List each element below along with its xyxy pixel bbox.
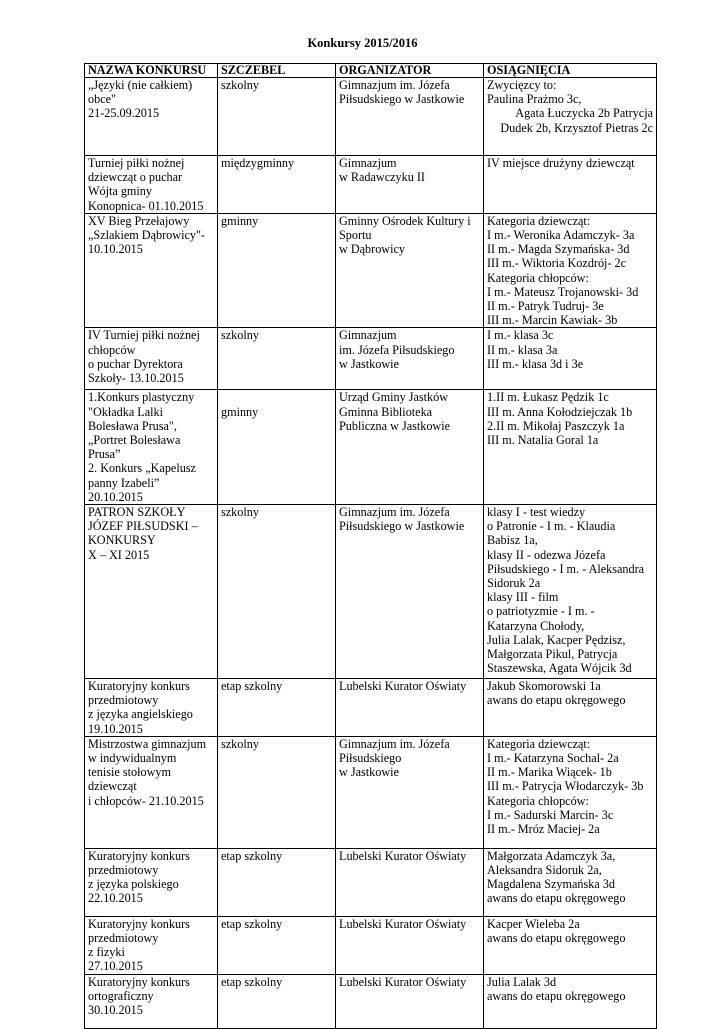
cell-line: Szkoły- 13.10.2015 bbox=[88, 371, 184, 386]
organizer-cell bbox=[336, 974, 484, 1028]
cell-line: obce" bbox=[88, 92, 116, 107]
cell-line: Katarzyna Chołody, bbox=[487, 618, 585, 633]
cell-line: IV miejsce drużyny dziewcząt bbox=[487, 156, 635, 170]
cell-line: Paulina Prażmo 3c, bbox=[487, 92, 582, 107]
cell-line: Kuratoryjny konkurs bbox=[88, 916, 190, 931]
cell-line: Kuratoryjny konkurs bbox=[88, 679, 190, 694]
organizer-cell bbox=[336, 78, 484, 156]
cell-line: szkolny bbox=[221, 736, 259, 751]
organizer-cell bbox=[336, 916, 484, 974]
achievements-cell bbox=[484, 213, 657, 328]
cell-line: klasy II - odezwa Józefa bbox=[487, 547, 606, 562]
cell-line: etap szkolny bbox=[221, 974, 283, 989]
cell-line: awans do etapu okręgowego bbox=[487, 891, 626, 906]
cell-line: awans do etapu okręgowego bbox=[487, 931, 626, 946]
cell-line: w Dąbrowicy bbox=[339, 242, 405, 257]
cell-line: III m.- Patrycja Włodarczyk- 3b bbox=[487, 779, 644, 794]
cell-line: 1.Konkurs plastyczny bbox=[88, 390, 195, 405]
achievements-cell bbox=[484, 328, 657, 390]
cell-line: klasy I - test wiedzy bbox=[487, 505, 586, 520]
cell-line: I m.- Weronika Adamczyk- 3a bbox=[487, 228, 635, 243]
cell-line: 19.10.2015 bbox=[88, 721, 143, 736]
organizer-cell bbox=[336, 679, 484, 737]
cell-line: Konopnica- 01.10.2015 bbox=[88, 198, 204, 213]
cell-line: Piłsudskiego w Jastkowie bbox=[339, 92, 465, 107]
header-level: SZCZEBEL bbox=[218, 64, 336, 78]
table-row bbox=[85, 736, 657, 848]
cell-line: Aleksandra Sidoruk 2a, bbox=[487, 863, 602, 878]
organizer-cell bbox=[336, 848, 484, 916]
cell-line: "Okładka Lalki bbox=[88, 404, 164, 419]
cell-line: szkolny bbox=[221, 78, 259, 92]
cell-line: awans do etapu okręgowego bbox=[487, 988, 626, 1003]
cell-line: z języka angielskiego bbox=[88, 707, 193, 722]
cell-line: II m.- Magda Szymańska- 3d bbox=[487, 242, 630, 257]
achievements-cell bbox=[484, 736, 657, 848]
organizer-cell bbox=[336, 505, 484, 679]
contest-name-cell bbox=[85, 328, 218, 390]
cell-line: I m.- klasa 3c bbox=[487, 328, 554, 343]
achievements-cell bbox=[484, 390, 657, 505]
cell-line: Magdalena Szymańska 3d bbox=[487, 877, 615, 892]
cell-line: III m.- klasa 3d i 3e bbox=[487, 356, 584, 371]
contest-name-cell bbox=[85, 974, 218, 1028]
cell-line: 10.10.2015 bbox=[88, 242, 143, 257]
cell-line: Lubelski Kurator Oświaty bbox=[339, 679, 467, 694]
cell-line: 2. Konkurs „Kapelusz bbox=[88, 461, 196, 476]
cell-line: etap szkolny bbox=[221, 916, 283, 931]
cell-line: Jakub Skomorowski 1a bbox=[487, 679, 601, 694]
level-cell bbox=[218, 213, 336, 328]
cell-line: IV Turniej piłki nożnej bbox=[88, 328, 200, 343]
cell-line: z fizyki bbox=[88, 945, 125, 960]
table-row bbox=[85, 328, 657, 390]
cell-line: X – XI 2015 bbox=[88, 547, 150, 562]
organizer-cell bbox=[336, 328, 484, 390]
table-row bbox=[85, 78, 657, 156]
cell-line: XV Bieg Przełajowy bbox=[88, 213, 190, 228]
organizer-cell bbox=[336, 390, 484, 505]
table-row bbox=[85, 213, 657, 328]
cell-line: przedmiotowy bbox=[88, 863, 159, 878]
organizer-cell bbox=[336, 736, 484, 848]
header-organizer: ORGANIZATOR bbox=[336, 64, 484, 78]
cell-line: Turniej piłki nożnej bbox=[88, 156, 185, 170]
cell-line: etap szkolny bbox=[221, 848, 283, 863]
cell-line: etap szkolny bbox=[221, 679, 283, 694]
cell-line: II m.- Patryk Tudruj- 3e bbox=[487, 299, 604, 314]
cell-line: międzygminny bbox=[221, 156, 295, 170]
cell-line: „Szlakiem Dąbrowicy"- bbox=[88, 228, 205, 243]
level-cell bbox=[218, 328, 336, 390]
contest-name-cell bbox=[85, 505, 218, 679]
cell-line: gminny bbox=[221, 213, 259, 228]
cell-line: III m. Anna Kołodziejczak 1b bbox=[487, 404, 633, 419]
cell-line: I m.- Sadurski Marcin- 3c bbox=[487, 807, 614, 822]
cell-line: o Patronie - I m. - Klaudia bbox=[487, 519, 616, 534]
cell-line: Gimnazjum bbox=[339, 328, 397, 343]
cell-line: III m.- Marcin Kawiak- 3b bbox=[487, 313, 618, 328]
cell-line: Staszewska, Agata Wójcik 3d bbox=[487, 661, 632, 676]
cell-line: klasy III - film bbox=[487, 590, 559, 605]
cell-line: 21-25.09.2015 bbox=[88, 106, 160, 121]
table-row bbox=[85, 916, 657, 974]
cell-line: chłopców bbox=[88, 342, 136, 357]
header-achievements: OSIĄGNIĘCIA bbox=[484, 64, 657, 78]
contest-name-cell bbox=[85, 390, 218, 505]
contest-name-cell bbox=[85, 213, 218, 328]
level-cell bbox=[218, 505, 336, 679]
cell-line: w Radawczyku II bbox=[339, 170, 425, 185]
contest-name-cell bbox=[85, 916, 218, 974]
cell-line: 22.10.2015 bbox=[88, 891, 143, 906]
cell-line: Lubelski Kurator Oświaty bbox=[339, 974, 467, 989]
cell-line: Małgorzata Pikul, Patrycja bbox=[487, 647, 618, 662]
achievements-cell bbox=[484, 848, 657, 916]
table-header-row bbox=[85, 64, 657, 78]
level-cell bbox=[218, 679, 336, 737]
cell-line: „Języki (nie całkiem) bbox=[88, 78, 193, 92]
cell-line bbox=[221, 390, 332, 404]
cell-line: w Jastkowie bbox=[339, 765, 399, 780]
table-row bbox=[85, 505, 657, 679]
cell-line: I m.- Katarzyna Sochal- 2a bbox=[487, 751, 619, 766]
cell-line: Wójta gminy bbox=[88, 184, 152, 199]
cell-line: Mistrzostwa gimnazjum bbox=[88, 736, 207, 751]
cell-line: II m.- Mróz Maciej- 2a bbox=[487, 822, 600, 837]
cell-line: w Jastkowie bbox=[339, 356, 399, 371]
cell-line: Sportu bbox=[339, 228, 372, 243]
cell-line: Kategoria dziewcząt: bbox=[487, 736, 591, 751]
cell-line: „Portret Bolesława bbox=[88, 433, 181, 448]
cell-line: Kuratoryjny konkurs bbox=[88, 974, 190, 989]
cell-line: Gimnazjum bbox=[339, 156, 397, 170]
achievements-cell bbox=[484, 156, 657, 214]
cell-line: 20.10.2015 bbox=[88, 489, 143, 504]
cell-line: Publiczna w Jastkowie bbox=[339, 418, 451, 433]
level-cell bbox=[218, 736, 336, 848]
contest-name-cell bbox=[85, 736, 218, 848]
cell-line: szkolny bbox=[221, 505, 259, 520]
cell-line: Piłsudskiego w Jastkowie bbox=[339, 519, 465, 534]
level-cell bbox=[218, 848, 336, 916]
cell-line: Babisz 1a, bbox=[487, 533, 538, 548]
achievements-cell bbox=[484, 679, 657, 737]
cell-line: Gminny Ośrodek Kultury i bbox=[339, 213, 471, 228]
level-cell bbox=[218, 974, 336, 1028]
table-row bbox=[85, 848, 657, 916]
table-row bbox=[85, 974, 657, 1028]
organizer-cell bbox=[336, 213, 484, 328]
cell-line: Agata Łuczycka 2b Patrycja bbox=[515, 106, 653, 121]
cell-line: Gimnazjum im. Józefa bbox=[339, 505, 450, 520]
cell-line: Kategoria chłopców: bbox=[487, 793, 589, 808]
cell-line: Piłsudskiego bbox=[339, 751, 402, 766]
cell-line: III m. Natalia Goral 1a bbox=[487, 433, 599, 448]
cell-line: Dudek 2b, Krzysztof Pietras 2c bbox=[500, 120, 653, 135]
cell-line: PATRON SZKOŁY bbox=[88, 505, 186, 520]
organizer-cell bbox=[336, 156, 484, 214]
header-contest-name: NAZWA KONKURSU bbox=[85, 64, 218, 78]
table-row bbox=[85, 679, 657, 737]
contest-name-cell bbox=[85, 848, 218, 916]
cell-line: 1.II m. Łukasz Pędzik 1c bbox=[487, 390, 609, 405]
achievements-cell bbox=[484, 78, 657, 156]
achievements-cell bbox=[484, 505, 657, 679]
cell-line: Sidoruk 2a bbox=[487, 576, 541, 591]
cell-line: tenisie stołowym bbox=[88, 765, 171, 780]
cell-line: Prusa” bbox=[88, 447, 121, 462]
cell-line: dziewcząt bbox=[88, 779, 137, 794]
cell-line: i chłopców- 21.10.2015 bbox=[88, 793, 204, 808]
cell-line: Kuratoryjny konkurs bbox=[88, 848, 190, 863]
cell-line: panny Izabeli” bbox=[88, 475, 160, 490]
cell-line: przedmiotowy bbox=[88, 693, 159, 708]
level-cell bbox=[218, 916, 336, 974]
cell-line: KONKURSY bbox=[88, 533, 156, 548]
cell-line: przedmiotowy bbox=[88, 931, 159, 946]
cell-line: Urząd Gminy Jastków bbox=[339, 390, 448, 405]
cell-line: II m.- Marika Wiącek- 1b bbox=[487, 765, 612, 780]
achievements-cell bbox=[484, 974, 657, 1028]
level-cell bbox=[218, 156, 336, 214]
cell-line: awans do etapu okręgowego bbox=[487, 693, 626, 708]
cell-line: Kategoria dziewcząt: bbox=[487, 213, 591, 228]
cell-line: II m.- klasa 3a bbox=[487, 342, 558, 357]
level-cell bbox=[218, 390, 336, 505]
level-cell bbox=[218, 78, 336, 156]
cell-line: Kategoria chłopców: bbox=[487, 270, 589, 285]
contest-name-cell bbox=[85, 156, 218, 214]
table-row bbox=[85, 156, 657, 214]
cell-line: w indywidualnym bbox=[88, 751, 177, 766]
cell-line: Lubelski Kurator Oświaty bbox=[339, 916, 467, 931]
cell-line: Kacper Wieleba 2a bbox=[487, 916, 580, 931]
cell-line: ortograficzny bbox=[88, 988, 154, 1003]
cell-line: Julia Lalak 3d bbox=[487, 974, 557, 989]
cell-line: szkolny bbox=[221, 328, 259, 343]
cell-line: I m.- Mateusz Trojanowski- 3d bbox=[487, 284, 639, 299]
cell-line: Gimnazjum im. Józefa bbox=[339, 736, 450, 751]
page-title: Konkursy 2015/2016 bbox=[307, 36, 418, 50]
cell-line: Małgorzata Adamczyk 3a, bbox=[487, 848, 616, 863]
contest-name-cell bbox=[85, 679, 218, 737]
cell-line: Julia Lalak, Kacper Pędzisz, bbox=[487, 632, 626, 647]
cell-line: Zwycięzcy to: bbox=[487, 78, 557, 92]
cell-line: dziewcząt o puchar bbox=[88, 170, 183, 185]
cell-line: Gminna Biblioteka bbox=[339, 404, 433, 419]
cell-line: o patriotyzmie - I m. - bbox=[487, 604, 595, 619]
cell-line: 27.10.2015 bbox=[88, 959, 143, 974]
cell-line: III m.- Wiktoria Kozdrój- 2c bbox=[487, 256, 627, 271]
cell-line: o puchar Dyrektora bbox=[88, 356, 183, 371]
cell-line: gminny bbox=[221, 404, 259, 419]
contests-table bbox=[84, 63, 657, 1029]
cell-line: 2.II m. Mikołaj Paszczyk 1a bbox=[487, 418, 625, 433]
cell-line: im. Józefa Piłsudskiego bbox=[339, 342, 455, 357]
cell-line: Lubelski Kurator Oświaty bbox=[339, 848, 467, 863]
cell-line: Bolesława Prusa", bbox=[88, 418, 177, 433]
cell-line: 30.10.2015 bbox=[88, 1003, 143, 1018]
cell-line: z języka polskiego bbox=[88, 877, 179, 892]
cell-line: Piłsudskiego - I m. - Aleksandra bbox=[487, 561, 645, 576]
table-row bbox=[85, 390, 657, 505]
table-body bbox=[85, 78, 657, 1029]
cell-line: JÓZEF PIŁSUDSKI – bbox=[88, 519, 198, 534]
achievements-cell bbox=[484, 916, 657, 974]
contest-name-cell bbox=[85, 78, 218, 156]
cell-line: Gimnazjum im. Józefa bbox=[339, 78, 450, 92]
